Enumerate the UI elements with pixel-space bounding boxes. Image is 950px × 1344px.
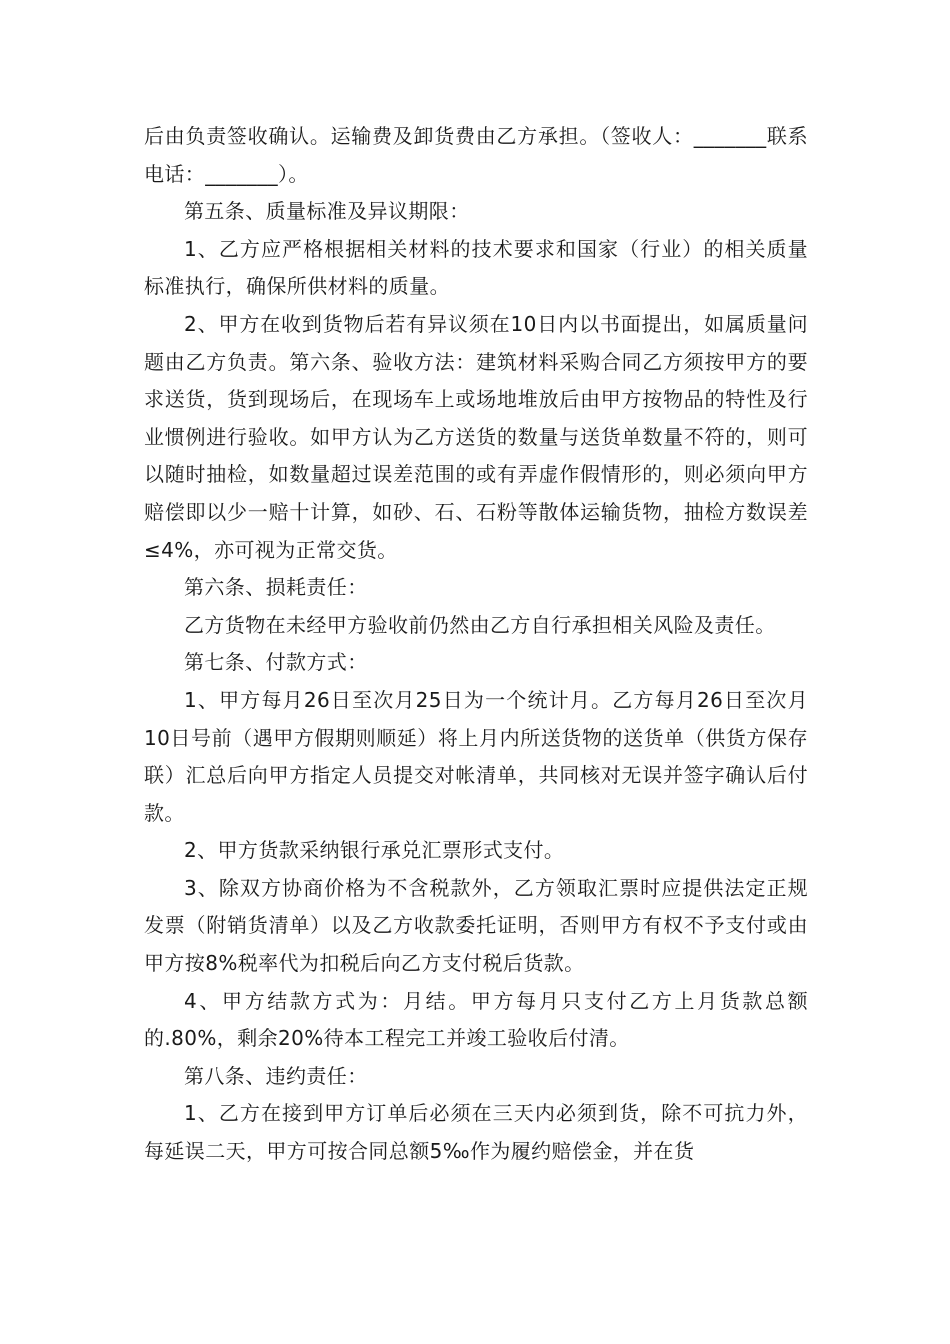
paragraph-loss-liability: 乙方货物在未经甲方验收前仍然由乙方自行承担相关风险及责任。 xyxy=(184,612,776,637)
paragraph-delivery-delay: 1、乙方在接到甲方订单后必须在三天内必须到货，除不可抗力外，每延误二天，甲方可按合同总额5‰作为履约赔偿金，并在货 xyxy=(144,1101,808,1164)
paragraph-payment-form: 2、甲方货款采纳银行承兑汇票形式支付。 xyxy=(184,838,565,863)
heading-article-6: 第六条、损耗责任： xyxy=(184,575,368,600)
paragraph-objection-and-acceptance: 2、甲方在收到货物后若有异议须在10日内以书面提出，如属质量问题由乙方负责。第六条、验收方法：建筑材料采购合同乙方须按甲方的要求送货，货到现场后，在现场车上或场地堆放后由甲方按物品的特性及行业惯例进行验收。如甲方认为乙方送货的数量与送货单数量不符的，则可以随时抽检，如数量超过误差范围的或有弄虚作假情形的，则必须向甲方赔偿即以少一赔十计算，如砂、石、石粉等散体运输货物，抽检方数误差≤4%，亦可视为正常交货。 xyxy=(144,311,808,562)
paragraph-quality-standard: 1、乙方应严格根据相关材料的技术要求和国家（行业）的相关质量标准执行，确保所供材料的质量。 xyxy=(144,236,808,299)
heading-article-8: 第八条、违约责任： xyxy=(184,1063,368,1088)
paragraph-statistical-month: 1、甲方每月26日至次月25日为一个统计月。乙方每月26日至次月10日号前（遇甲方假期则顺延）将上月内所送货物的送货单（供货方保存联）汇总后向甲方指定人员提交对帐清单，共同核对无误并签字确认后付款。 xyxy=(144,687,808,825)
heading-article-5: 第五条、质量标准及异议期限： xyxy=(184,199,470,224)
paragraph-invoice-requirement: 3、除双方协商价格为不含税款外，乙方领取汇票时应提供法定正规发票（附销货清单）以及乙方收款委托证明，否则甲方有权不予支付或由甲方按8%税率代为扣税后向乙方支付税后货款。 xyxy=(144,875,808,976)
document-body xyxy=(144,118,808,1171)
paragraph-receipt-terms: 后由负责签收确认。运输费及卸货费由乙方承担。（签收人：_______联系电话：_______）。 xyxy=(144,124,808,186)
paragraph-settlement-method: 4、甲方结款方式为：月结。甲方每月只支付乙方上月货款总额的.80%，剩余20%待本工程完工并竣工验收后付清。 xyxy=(144,988,808,1051)
heading-article-7: 第七条、付款方式： xyxy=(184,650,368,675)
